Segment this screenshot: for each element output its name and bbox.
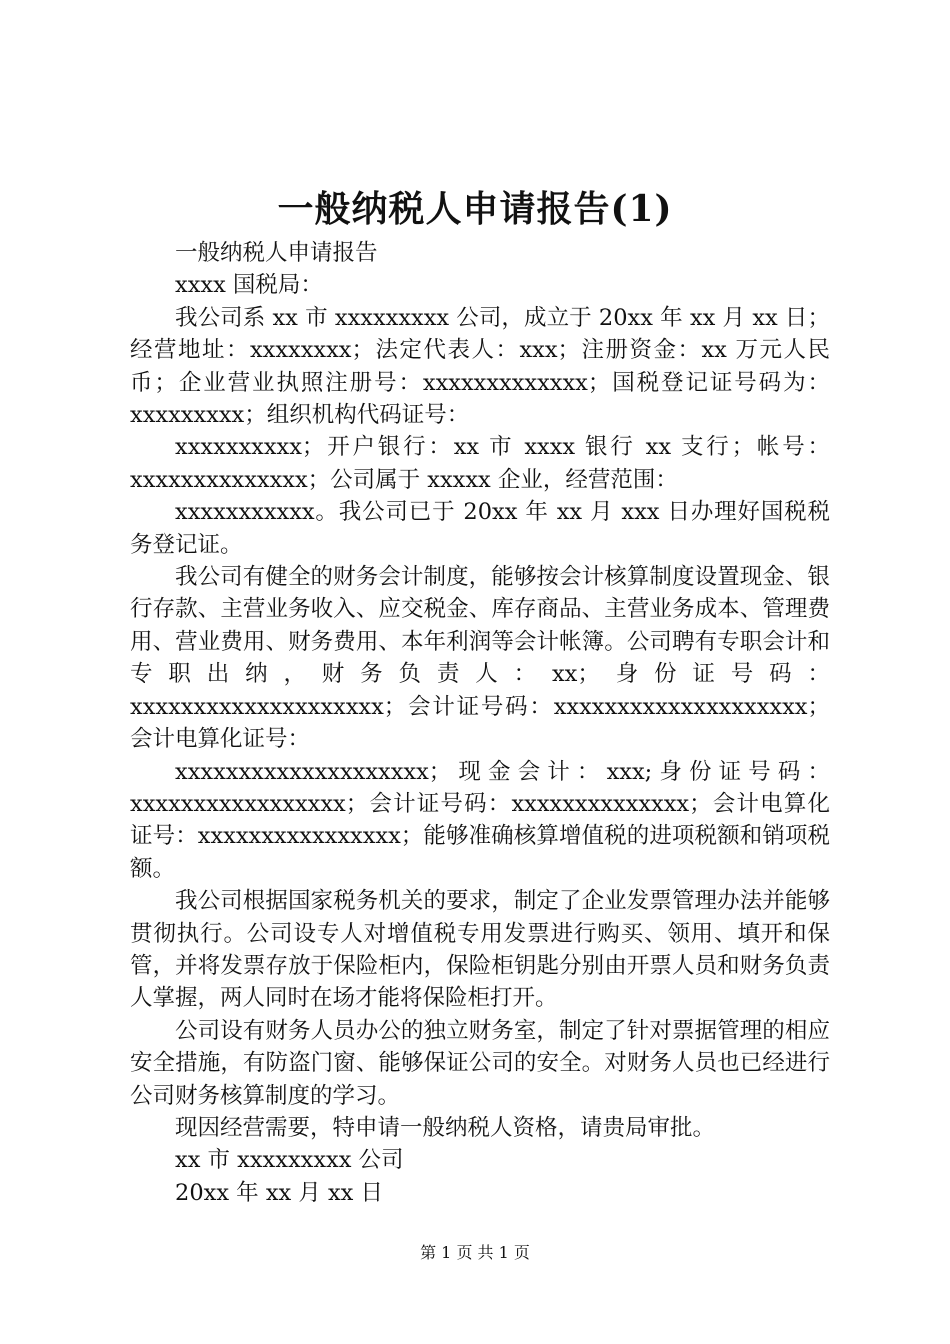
paragraph: xxxx 国税局： [175,272,323,299]
paragraph: 公司设有财务人员办公的独立财务室，制定了针对票据管理的相应安全措施，有防盗门窗、能够保证公司的安全。对财务人员也已经进行公司财务核算制度的学习。 [130,1017,830,1109]
paragraph: 我公司根据国家税务机关的要求，制定了企业发票管理办法并能够贯彻执行。公司设专人对增值税专用发票进行购买、领用、填开和保管，并将发票存放于保险柜内，保险柜钥匙分别由开票人员和财务负责人掌握，两人同时在场才能将保险柜打开。 [130,888,830,1012]
document-title: 一般纳税人申请报告(1) [277,188,673,230]
signature-company: xx 市 xxxxxxxxx 公司 [175,1147,404,1174]
paragraph: 现因经营需要，特申请一般纳税人资格，请贵局审批。 [175,1114,716,1141]
paragraph: 一般纳税人申请报告 [175,240,378,266]
document-body [130,237,830,1209]
paragraph: xxxxxxxxxxxxxxxxxxxx；现金会计：xxx;身份证号码：xxxxxxxxxxxxxxxxx；会计证号码：xxxxxxxxxxxxxx；会计电算化证号：xxxxxxxxxxxxxxxx；能够准确核算增值税的进项税额和销项税额。 [130,758,830,882]
signature-date: 20xx 年 xx 月 xx 日 [175,1179,384,1206]
paragraph: xxxxxxxxxx；开户银行：xx 市 xxxx 银行 xx 支行；帐号：xxxxxxxxxxxxxx；公司属于 xxxxx 企业，经营范围： [130,434,830,493]
paragraph: xxxxxxxxxxx。我公司已于 20xx 年 xx 月 xxx 日办理好国税税务登记证。 [130,499,830,558]
paragraph: 我公司系 xx 市 xxxxxxxxx 公司，成立于 20xx 年 xx 月 xx 日；经营地址：xxxxxxxx；法定代表人：xxx；注册资金：xx 万元人民币；企业营业执照注册号：xxxxxxxxxxxxx；国税登记证号码为：xxxxxxxxx；组织机构代码证号： [130,304,830,429]
paragraph: 我公司有健全的财务会计制度，能够按会计核算制度设置现金、银行存款、主营业务收入、应交税金、库存商品、主营业务成本、管理费用、营业费用、财务费用、本年利润等会计帐簿。公司聘有专职会计和专职出纳，财务负责人：xx；身份证号码：xxxxxxxxxxxxxxxxxxxx；会计证号码：xxxxxxxxxxxxxxxxxxxx；会计电算化证号： [130,564,830,753]
page-footer: 第 1 页 共 1 页 [420,1243,530,1262]
